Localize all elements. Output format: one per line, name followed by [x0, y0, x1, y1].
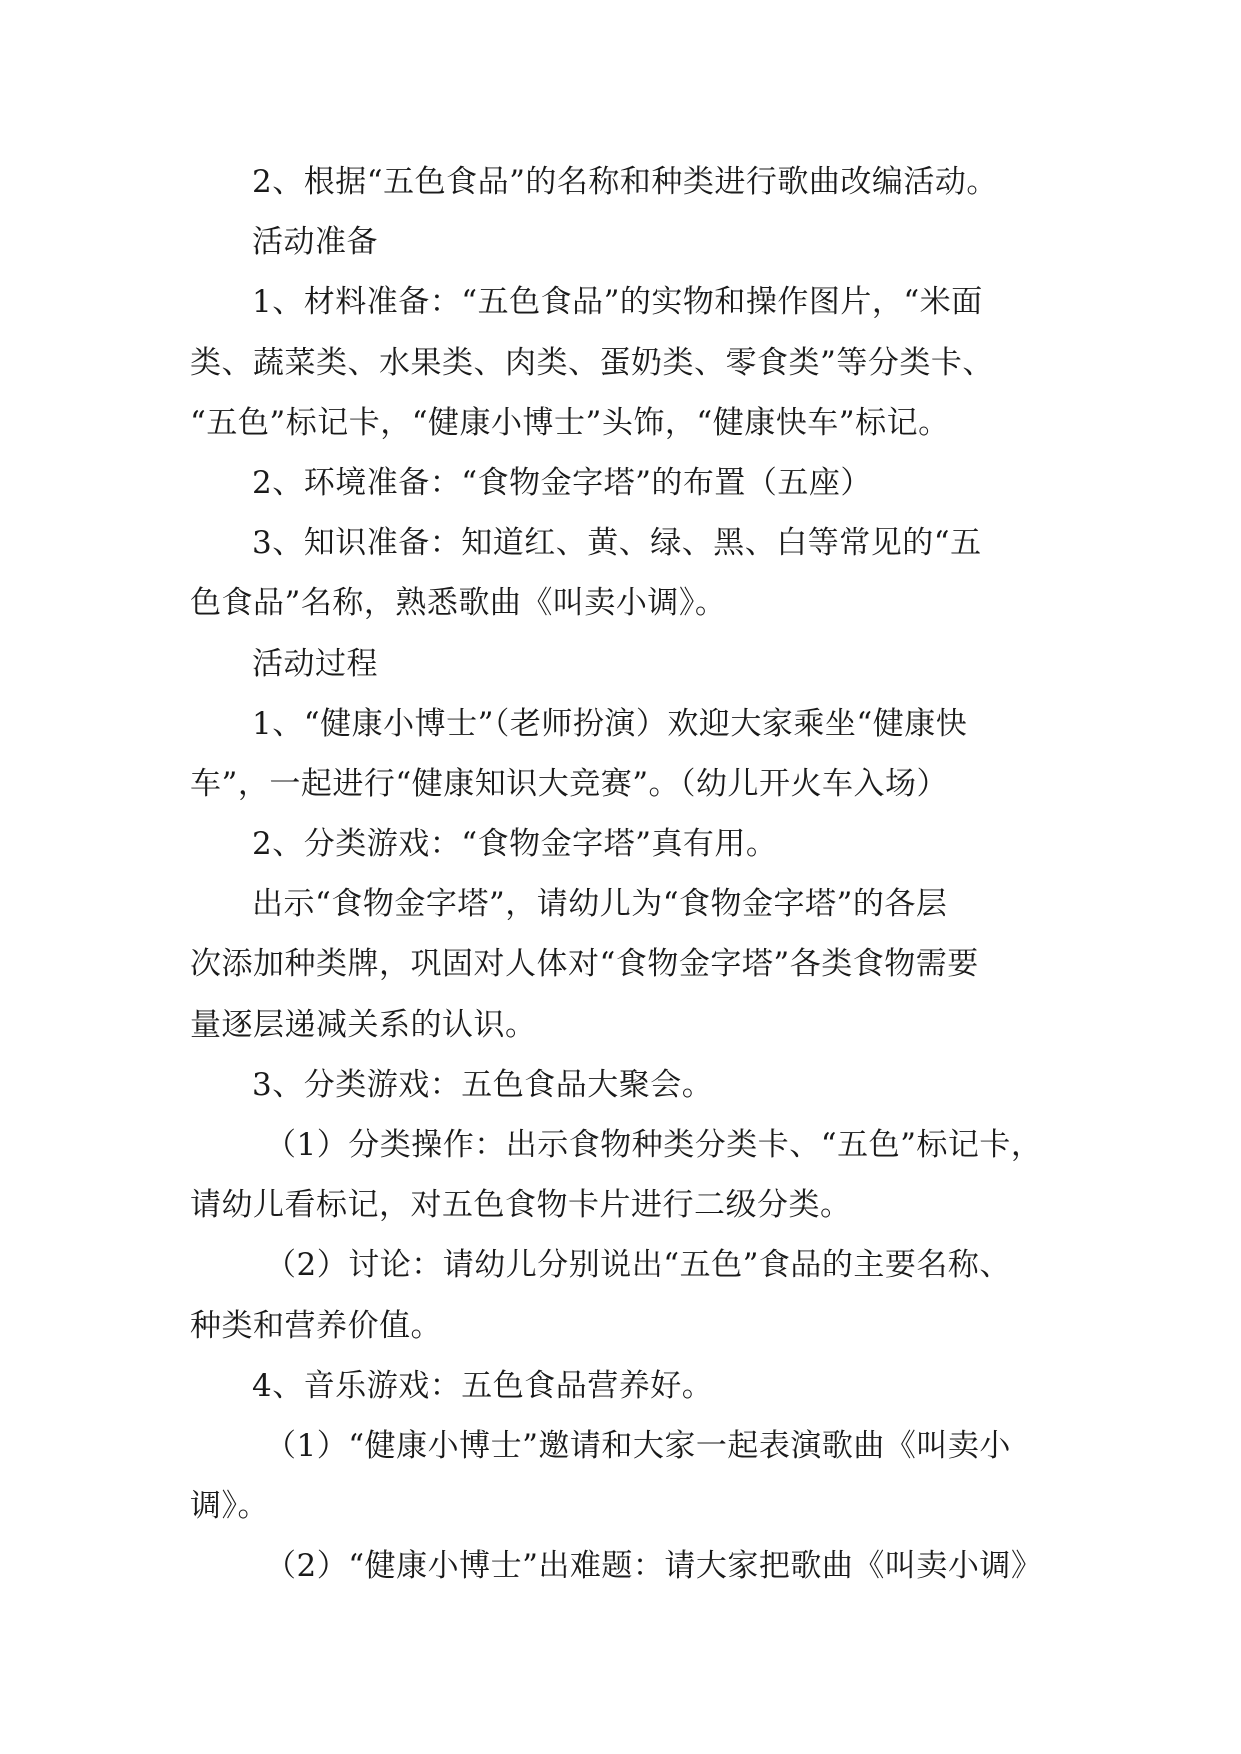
paragraph-line: 2、环境准备：“食物金字塔”的布置（五座） [252, 464, 872, 501]
paragraph-line: （2）讨论：请幼儿分别说出“五色”食品的主要名称、 [265, 1247, 1011, 1284]
paragraph-line: 种类和营养价值。 [190, 1307, 442, 1344]
paragraph-line: （2）“健康小博士”出难题：请大家把歌曲《叫卖小调》 [265, 1548, 1043, 1585]
section-heading: 活动过程 [252, 645, 378, 682]
section-heading: 活动准备 [252, 224, 378, 261]
paragraph-line: 1、材料准备：“五色食品”的实物和操作图片，“米面 [252, 284, 983, 321]
paragraph-line: 色食品”名称，熟悉歌曲《叫卖小调》。 [190, 585, 727, 622]
paragraph-line: 2、分类游戏：“食物金字塔”真有用。 [252, 826, 778, 863]
paragraph-line: 1、“健康小博士”（老师扮演）欢迎大家乘坐“健康快 [252, 705, 968, 742]
paragraph-line: 3、知识准备：知道红、黄、绿、黑、白等常见的“五 [252, 525, 982, 562]
paragraph-line: 量逐层递减关系的认识。 [190, 1006, 537, 1043]
paragraph-line: 4、音乐游戏：五色食品营养好。 [252, 1367, 714, 1404]
paragraph-line: 车”，一起进行“健康知识大竞赛”。（幼儿开火车入场） [190, 765, 949, 802]
document-body [190, 152, 1050, 1597]
paragraph-line: 出示“食物金字塔”，请幼儿为“食物金字塔”的各层 [252, 886, 948, 923]
paragraph-line: 2、根据“五色食品”的名称和种类进行歌曲改编活动。 [252, 164, 998, 200]
paragraph-line: （1）分类操作：出示食物种类分类卡、“五色”标记卡， [265, 1127, 1043, 1163]
paragraph-line: 调》。 [190, 1488, 269, 1525]
paragraph-line: 次添加种类牌，巩固对人体对“食物金字塔”各类食物需要 [190, 946, 979, 983]
paragraph-line: （1）“健康小博士”邀请和大家一起表演歌曲《叫卖小 [265, 1427, 1011, 1464]
paragraph-line: 请幼儿看标记，对五色食物卡片进行二级分类。 [190, 1187, 852, 1224]
paragraph-line: 3、分类游戏：五色食品大聚会。 [252, 1066, 714, 1103]
paragraph-line: “五色”标记卡，“健康小博士”头饰，“健康快车”标记。 [190, 404, 950, 441]
paragraph-line: 类、蔬菜类、水果类、肉类、蛋奶类、零食类”等分类卡、 [190, 344, 994, 381]
